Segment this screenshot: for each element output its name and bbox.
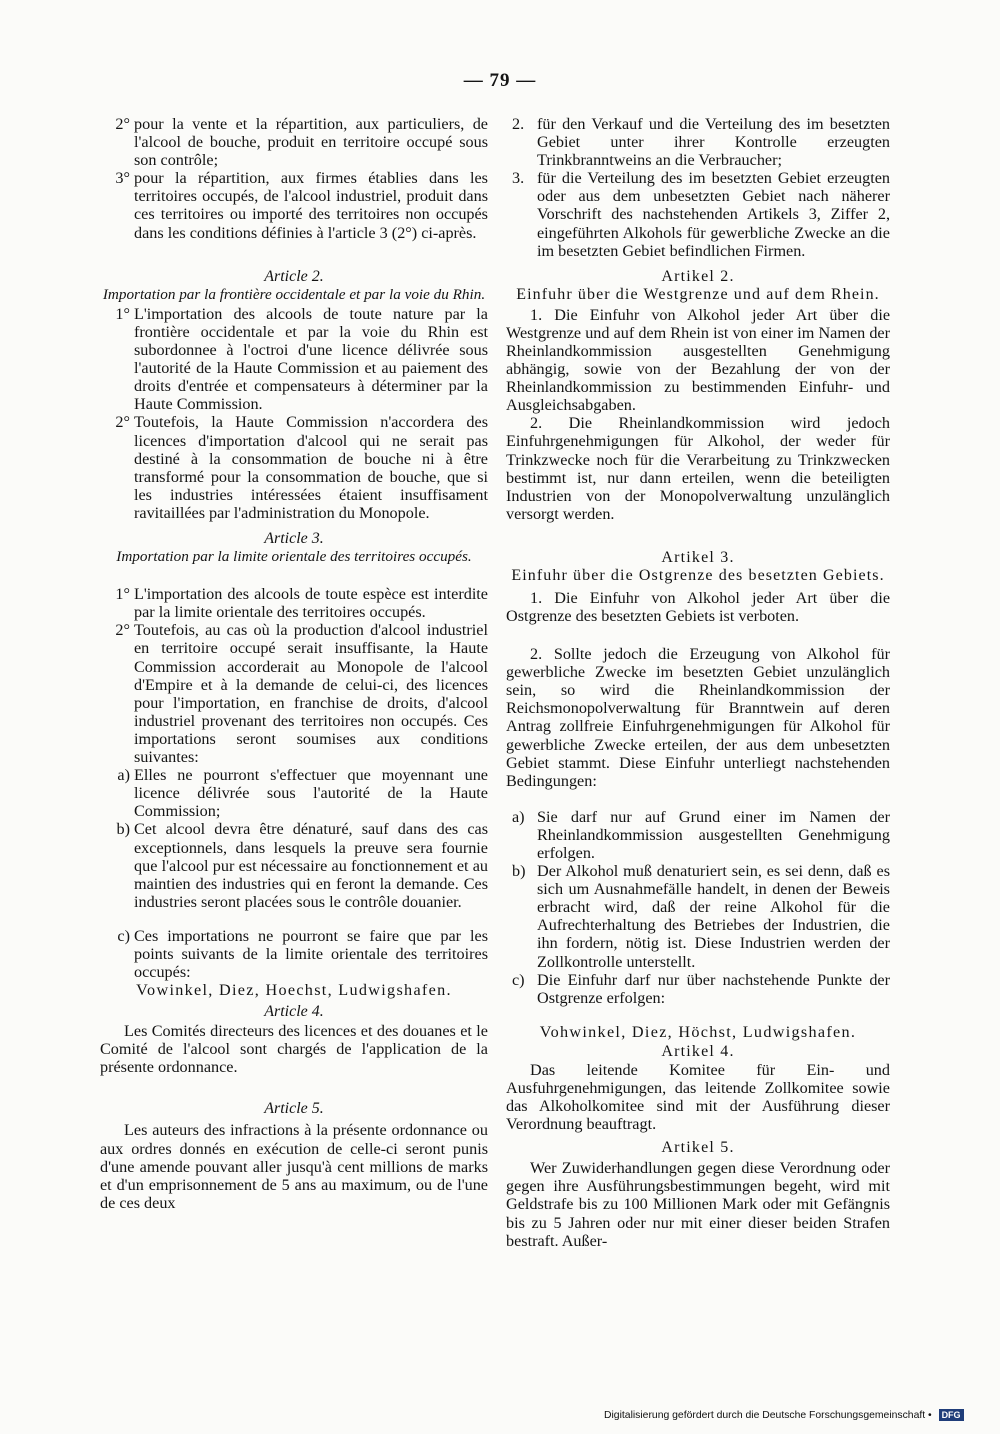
- de-article-3-item-c: [506, 971, 890, 1007]
- item-number: a): [117, 766, 130, 785]
- item-number: 1°: [115, 304, 130, 323]
- footer-text: Digitalisierung gefördert durch die Deutsche Forschungsgemeinschaft: [604, 1410, 926, 1421]
- fr-article-4-text: Les Comités directeurs des licences et des douanes et le Comité de l'alcool sont chargés de l'application de la présente ordonnance.: [100, 1022, 488, 1077]
- item-number: 1°: [115, 585, 130, 604]
- de-intro-item-3: [506, 169, 890, 259]
- de-article-3-para-2: 2. Sollte jedoch die Erzeugung von Alkohol für gewerbliche Zwecke im besetzten Gebiet unzulänglich sein, so wird die Rheinlandkommission der Reichsmonopolverwaltung für Branntwein auf deren Antrag zollfreie Einfuhrgenehmigungen für Alkohol für gewerbliche Zwecke erteilen, der aus dem unbesetzten Gebiet stammt. Diese Einfuhr unterliegt nachstehenden Bedingungen:: [506, 645, 890, 790]
- item-number: b): [512, 862, 526, 881]
- de-border-points: Vohwinkel, Diez, Höchst, Ludwigshafen.: [539, 1022, 857, 1041]
- item-number: 2°: [115, 115, 130, 133]
- fr-article-3-heading: Article 3.: [264, 529, 324, 547]
- de-article-4-text: Das leitende Komitee für Ein- und Ausfuhrgenehmigungen, das leitende Zollkomitee sowie das Alkoholkomitee sind mit der Ausführung dieser Verordnung beauftragt.: [506, 1060, 890, 1134]
- dfg-logo: DFG: [939, 1409, 964, 1421]
- german-column: [506, 115, 890, 1250]
- french-column: [100, 115, 488, 1212]
- de-article-4-heading: Artikel 4.: [661, 1042, 735, 1060]
- fr-intro-item-3: [100, 169, 488, 241]
- item-text: Ces importations ne pourront se faire que par les points suivants de la limite orientale des territoires occupés:: [134, 926, 488, 982]
- item-text: Toutefois, la Haute Commission n'accordera des licences d'importation d'alcool qui ne serait pas destiné à la consommation de bouche ni à être transformé pour la consommation de bouche, que si les industries intéressées étaient insuffisament ravitaillées par l'administration du Monopole.: [134, 413, 488, 522]
- footer-separator: •: [928, 1410, 932, 1421]
- fr-article-3-item-b: [100, 820, 488, 910]
- item-number: a): [512, 807, 525, 826]
- item-text: Die Einfuhr darf nur über nachstehende Punkte der Ostgrenze erfolgen:: [537, 970, 890, 1007]
- fr-article-3-item-1: [100, 585, 488, 621]
- fr-article-5-heading: Article 5.: [264, 1100, 324, 1118]
- fr-article-3-item-c: [100, 927, 488, 981]
- item-text: Elles ne pourront s'effectuer que moyennant une licence délivrée sous l'autorité de la Haute Commission;: [134, 766, 488, 821]
- fr-border-points: Vowinkel, Diez, Hoechst, Ludwigshafen.: [136, 981, 452, 1000]
- de-intro-item-2: [506, 115, 890, 169]
- de-article-2-para-1: 1. Die Einfuhr von Alkohol jeder Art über die Westgrenze und auf dem Rhein ist von einer im Namen der Rheinlandkommission ausgestellten Genehmigung abhängig, sowie von der Bezahlung der von der Rheinlandkommission zu bestimmenden Einfuhr- und Ausgleichsabgaben.: [506, 305, 890, 415]
- fr-article-4-heading: Article 4.: [264, 1003, 324, 1021]
- de-article-3-heading: Artikel 3.: [661, 548, 735, 566]
- fr-intro-item-2: [100, 115, 488, 169]
- item-number: c): [512, 970, 525, 989]
- digitization-footer: [604, 1409, 990, 1423]
- fr-article-3-item-2: [100, 621, 488, 766]
- item-text: Der Alkohol muß denaturiert sein, es sei denn, daß es sich um Ausnahmefälle handelt, in denen der Beweis erbracht wird, daß der reine Alkohol für die Aufrechterhaltung des Betriebes der Industrien, die ihn fordern, nötig ist. Diese Industrien werden der Zollkontrolle unterstellt.: [537, 862, 890, 971]
- de-article-3-para-1: 1. Die Einfuhr von Alkohol jeder Art über die Ostgrenze des besetzten Gebiets ist verboten.: [506, 588, 890, 625]
- de-article-5-text: Wer Zuwiderhandlungen gegen diese Verordnung oder gegen ihre Ausführungsbestimmungen begeht, wird mit Geldstrafe bis zu 100 Millionen Mark oder mit Gefängnis bis zu 5 Jahren oder nur mit einer dieser beiden Strafen bestraft. Außer-: [506, 1159, 890, 1250]
- fr-article-3-subtitle: Importation par la limite orientale des territoires occupés.: [116, 547, 472, 565]
- de-article-3-item-a: [506, 808, 890, 862]
- de-article-5-heading: Artikel 5.: [661, 1139, 735, 1157]
- item-number: 3°: [115, 169, 130, 188]
- item-number: c): [117, 926, 130, 945]
- item-text: für die Verteilung des im besetzten Gebiet erzeugten oder aus dem unbesetzten Gebiet nach näherer Vorschrift des nachstehenden Artikels 3, Ziffer 2, eingeführten Alkohols für gewerbliche Zwecke an die im besetzten Gebiet befindlichen Firmen.: [537, 169, 890, 260]
- item-text: Toutefois, au cas où la production d'alcool industriel en territoire occupé serait insuffisante, la Haute Commission accorderait au Monopole de l'alcool d'Empire et à la demande de celui-ci, des licences pour l'importation, en franchise de droits, d'alcool industriel provenant des territoires non occupés. Ces importations seront soumises aux conditions suivantes:: [134, 621, 488, 767]
- item-text: für den Verkauf und die Verteilung des im besetzten Gebiet unter ihrer Kontrolle erzeugten Trinkbranntweins an die Verbraucher;: [537, 115, 890, 170]
- fr-article-2-item-2: [100, 413, 488, 522]
- item-text: L'importation des alcools de toute nature par la frontière occidentale et par la voie du Rhin est subordonnee à l'octroi d'une licence délivrée sous l'autorité de la Haute Commission et au paiement des droits d'entrée et compensateurs à déterminer par la Haute Commission.: [134, 304, 488, 414]
- item-number: 2°: [115, 621, 130, 640]
- fr-article-2-heading: Article 2.: [264, 267, 324, 285]
- de-article-2-para-2: 2. Die Rheinlandkommission wird jedoch Einfuhrgenehmigungen für Alkohol, der weder für Trinkzwecke noch für die Verarbeitung zu Trinkzwecken bestimmt ist, nur dann erteilen, wenn die beteiligten Industrien von der Monopolverwaltung unzulänglich versorgt werden.: [506, 414, 890, 523]
- item-number: 2.: [512, 115, 525, 133]
- item-text: pour la répartition, aux firmes établies dans les territoires occupés, de l'alcool industriel, produit dans ces territoires ou importé des territoires non occupés dans les conditions définies à l'article 3 (2°) ci-après.: [134, 169, 488, 242]
- fr-article-3-item-a: [100, 766, 488, 820]
- de-article-2-subtitle: Einfuhr über die Westgrenze und auf dem Rhein.: [516, 285, 880, 303]
- item-number: 3.: [512, 169, 525, 188]
- de-article-2-heading: Artikel 2.: [661, 267, 735, 285]
- item-number: 2°: [115, 413, 130, 432]
- item-text: L'importation des alcools de toute espèce est interdite par la limite orientale des territoires occupés.: [134, 585, 488, 622]
- item-text: Sie darf nur auf Grund einer im Namen der Rheinlandkommission ausgestellten Genehmigung erfolgen.: [537, 807, 890, 862]
- fr-article-5-text: Les auteurs des infractions à la présente ordonnance ou aux ordres donnés en exécution de celle-ci seront punis d'une amende pouvant aller jusqu'à cent millions de marks et d'un emprisonnement de 5 ans au maximum, ou de l'une de ces deux: [100, 1121, 488, 1212]
- fr-article-2-item-1: [100, 305, 488, 414]
- de-article-3-item-b: [506, 862, 890, 971]
- item-text: Cet alcool devra être dénaturé, sauf dans des cas exceptionnels, dans lesquels la preuve sera fournie que l'alcool pur est nécessaire au fonctionnement et au maintien des industries qui en feront la demande. Ces industries seront placées sous le contrôle douanier.: [134, 820, 488, 911]
- item-text: pour la vente et la répartition, aux particuliers, de l'alcool de bouche, produit en territoire occupé sous son contrôle;: [134, 115, 488, 170]
- page-number: — 79 —: [463, 70, 537, 91]
- de-article-3-subtitle: Einfuhr über die Ostgrenze des besetzten Gebiets.: [511, 566, 885, 584]
- item-number: b): [116, 820, 130, 839]
- fr-article-2-subtitle: Importation par la frontière occidentale et par la voie du Rhin.: [102, 285, 486, 303]
